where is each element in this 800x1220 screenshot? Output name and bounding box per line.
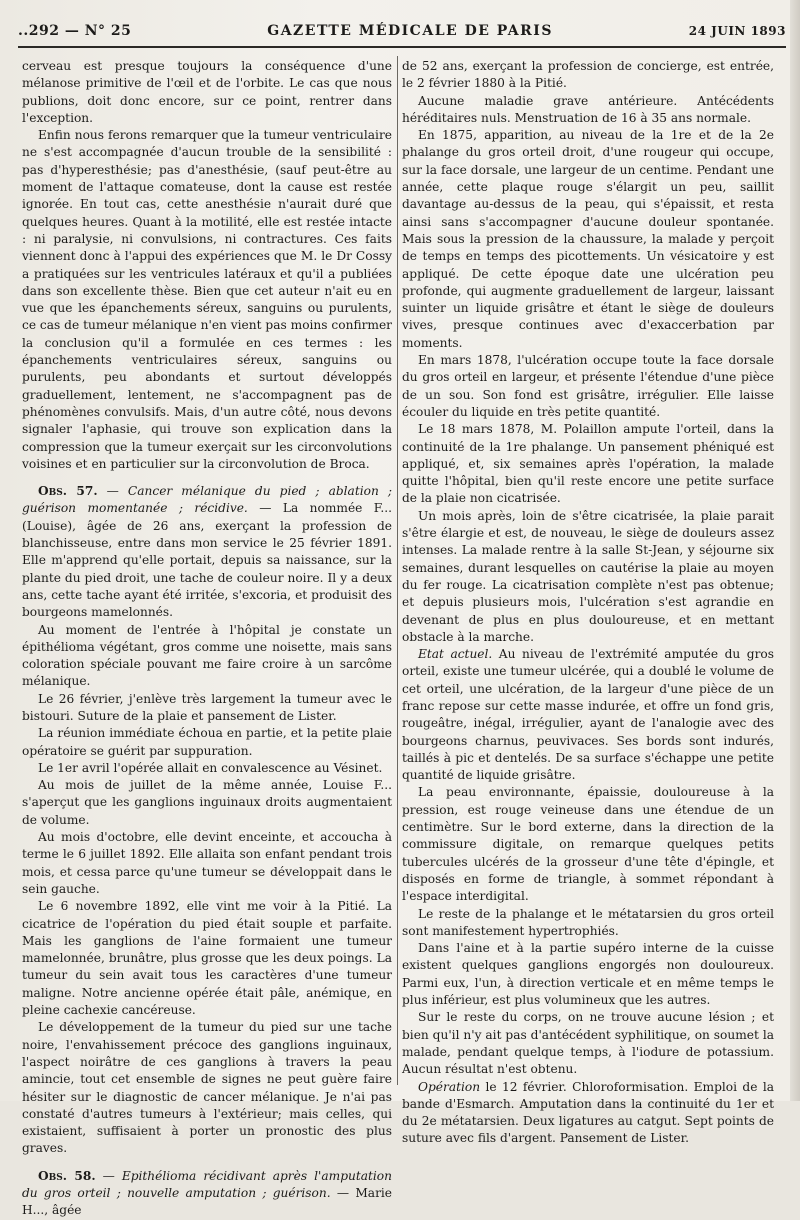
paragraph: de 52 ans, exerçant la profession de concierge, est entrée, le 2 février 1880 à la Pitié. xyxy=(402,59,774,91)
observation-number: Obs. 58. xyxy=(38,1168,96,1183)
paragraph: Dans l'aine et à la partie supéro interne de la cuisse existent quelques ganglions engorgés non douloureux. Parmi eux, l'un, à direction verticale et en même temps le plus inférieur, est plus volumineux que les autres. xyxy=(402,941,774,1008)
header-rule xyxy=(18,46,786,48)
observation-title: — Epithélioma récidivant après l'amputation du gros orteil ; nouvelle amputation ; guérison. xyxy=(22,1168,392,1200)
page-edge-shadow xyxy=(790,0,800,1101)
observation-text: — Marie H..., âgée xyxy=(22,1186,393,1218)
paragraph: cerveau est presque toujours la conséquence d'une mélanose primitive de l'œil et de l'orbite. Le cas que nous publions, doit donc encore, sur ce point, rentrer dans l'exception. xyxy=(22,59,392,125)
left-column xyxy=(22,58,393,1218)
operation-paragraph xyxy=(402,1079,774,1148)
page-header xyxy=(18,18,786,44)
etat-actuel-paragraph xyxy=(402,646,774,784)
paragraph: Le développement de la tumeur du pied sur une tache noire, l'envahissement précoce des ganglions inguinaux, l'aspect noirâtre de ces ganglions à travers la peau amincie, tout cet ensemble de signes ne peut guère faire hésiter sur le diagnostic de cancer mélanique. Je n'ai pas constaté d'autres tumeurs à l'extérieur; mais celles, qui existaient, suffisaient à porter un pronostic des plus graves. xyxy=(22,1020,392,1156)
journal-title: GAZETTE MÉDICALE DE PARIS xyxy=(267,23,553,39)
paragraph-text: le 12 février. Chloroformisation. Emploi de la bande d'Esmarch. Amputation dans la continuité du 1er et du 2e métatarsien. Deux ligatures au catgut. Sept points de suture avec fils d'argent. Pansement de Lister. xyxy=(402,1079,774,1146)
paragraph: Enfin nous ferons remarquer que la tumeur ventriculaire ne s'est accompagnée d'aucun trouble de la sensibilité : pas d'hyperesthésie; pas d'anesthésie, (sauf peut-être au moment de l'attaque comateuse, dont la cause est restée ignorée. En tout cas, cette anesthésie n'aurait duré que quelques heures. Quant à la motilité, elle est restée intacte : ni paralysie, ni convulsions, ni contractures. Ces faits viennent donc à l'appui des expériences que M. le Dr Cossy a pratiquées sur les ventricules latéraux et qu'il a publiées dans son excellente thèse. Bien que cet auteur n'ait eu en vue que les épanchements séreux, sanguins ou purulents, ce cas de tumeur mélanique n'en vient pas moins confirmer la conclusion qu'il a formulée en ces termes : les épanchements ventriculaires séreux, sanguins ou purulents, peu abondants et surtout développés graduellement, lentement, ne s'accompagnent pas de phénomènes convulsifs. Mais, d'un autre côté, nous devons signaler l'aphasie, qui trouve son explication dans la compression que la tumeur exerçait sur les circonvolutions voisines et en particulier sur la circonvolution de Broca. xyxy=(22,128,392,471)
paragraph: Aucune maladie grave antérieure. Antécédents héréditaires nuls. Menstruation de 16 à 35 ans normale. xyxy=(402,93,774,125)
paragraph: La réunion immédiate échoua en partie, et la petite plaie opératoire se guérit par suppuration. xyxy=(22,726,392,758)
paragraph-text: Au niveau de l'extrémité amputée du gros orteil, existe une tumeur ulcérée, qui a doublé le volume de cet orteil, une ulcération, de la largeur d'une pièce de un franc repose sur cette masse indurée, et offre un fond gris, rougeâtre, inégal, irrégulier, ayant de l'analogie avec des bourgeons charnus, peuvivaces. Ses bords sont indurés, taillés à pic et dentelés. De sa surface s'échappe une petite quantité de liquide grisâtre. xyxy=(402,647,774,783)
paragraph: Sur le reste du corps, on ne trouve aucune lésion ; et bien qu'il n'y ait pas d'antécédent syphilitique, on soumet la malade, pendant quelque temps, à l'iodure de potassium. Aucun résultat n'est obtenu. xyxy=(402,1010,774,1077)
paragraph: Au mois d'octobre, elle devint enceinte, et accoucha à terme le 6 juillet 1892. Elle allaita son enfant pendant trois mois, et cessa parce qu'une tumeur se développait dans le sein gauche. xyxy=(22,830,392,896)
observation-58 xyxy=(22,1168,392,1220)
paragraph: Le 18 mars 1878, M. Polaillon ampute l'orteil, dans la continuité de la 1re phalange. Un pansement phéniqué est appliqué, et, six semaines après l'opération, la malade quitte l'hôpital, bien qu'il reste encore une petite surface de la plaie non cicatrisée. xyxy=(402,422,774,506)
section-label: Etat actuel. xyxy=(418,647,493,662)
observation-57 xyxy=(22,483,392,621)
section-label: Opération xyxy=(418,1079,481,1094)
observation-number: Obs. 57. xyxy=(38,484,98,499)
observation-text: — La nommée F... (Louise), âgée de 26 ans, exerçant la profession de blanchisseuse, entre dans mon service le 25 février 1891. Elle m'apprend qu'elle portait, depuis sa naissance, sur la plante du pied droit, une tache de couleur noire. Il y a deux ans, cette tache ayant été irritée, s'excoria, et produisit des bourgeons mamelonnés. xyxy=(22,501,392,620)
observation-title: — Cancer mélanique du pied ; ablation ; guérison momentanée ; récidive. xyxy=(22,484,392,516)
page-number-issue: ..292 — N° 25 xyxy=(18,23,132,39)
paragraph: Un mois après, loin de s'être cicatrisée, la plaie parait s'être élargie et est, de nouveau, le siège de douleurs assez intenses. La malade rentre à la salle St-Jean, y séjourne six semaines, durant lesquelles on cautérise la plaie au moyen du fer rouge. La cicatrisation complète n'est pas obtenue; et depuis plusieurs mois, l'ulcération s'est agrandie en devenant de plus en plus douloureuse, et en mettant obstacle à la marche. xyxy=(402,508,774,644)
paragraph: Le 1er avril l'opérée allait en convalescence au Vésinet. xyxy=(38,760,383,775)
paragraph: Le reste de la phalange et le métatarsien du gros orteil sont manifestement hypertrophiés. xyxy=(402,906,774,938)
paragraph: En mars 1878, l'ulcération occupe toute la face dorsale du gros orteil en largeur, et présente l'étendue d'une pièce de un sou. Son fond est grisâtre, irrégulier. Elle laisse écouler du liquide en très petite quantité. xyxy=(402,353,774,419)
paragraph: Au mois de juillet de la même année, Louise F... s'aperçut que les ganglions inguinaux droits augmentaient de volume. xyxy=(22,778,392,827)
paragraph: En 1875, apparition, au niveau de la 1re et de la 2e phalange du gros orteil droit, d'une rougeur qui occupe, sur la face dorsale, une largeur de un centime. Pendant une année, cette plaque rouge s'élargit un peu, saillit davantage au-dessus de la peau, qui s'épaissit, et resta ainsi sans s'accompagner d'aucune douleur spontanée. Mais sous la pression de la chaussure, la malade y perçoit de temps en temps des picottements. Un vésicatoire y est appliqué. De cette époque date une ulcération peu profonde, qui augmente graduellement de largeur, laissant suinter un liquide grisâtre et étant le siège de douleurs vives, presque continues avec d'exaccerbation par moments. xyxy=(402,128,774,350)
column-divider xyxy=(397,56,398,1085)
paragraph: Au moment de l'entrée à l'hôpital je constate un épithélioma végétant, gros comme une noisette, mais sans coloration spéciale pouvant me faire croire à un sarcôme mélanique. xyxy=(22,622,392,689)
issue-date: 24 JUIN 1893 xyxy=(688,24,786,38)
paragraph: Le 6 novembre 1892, elle vint me voir à la Pitié. La cicatrice de l'opération du pied était souple et parfaite. Mais les ganglions de l'aine formaient une tumeur mamelonnée, brunâtre, plus grosse que les deux poings. La tumeur du sein avait tous les caractères d'une tumeur maligne. Notre ancienne opérée était pâle, anémique, en pleine cachexie cancéreuse. xyxy=(22,899,392,1018)
right-column xyxy=(402,58,774,1146)
paragraph: Le 26 février, j'enlève très largement la tumeur avec le bistouri. Suture de la plaie et pansement de Lister. xyxy=(22,691,392,723)
paragraph: La peau environnante, épaissie, douloureuse à la pression, est rouge veineuse dans une étendue de un centimètre. Sur le bord externe, dans la direction de la commissure digitale, on remarque quelques petits tubercules ulcérés de la grosseur d'une tête d'épingle, et disposés en forme de triangle, à sommet répondant à l'espace interdigital. xyxy=(402,785,774,904)
